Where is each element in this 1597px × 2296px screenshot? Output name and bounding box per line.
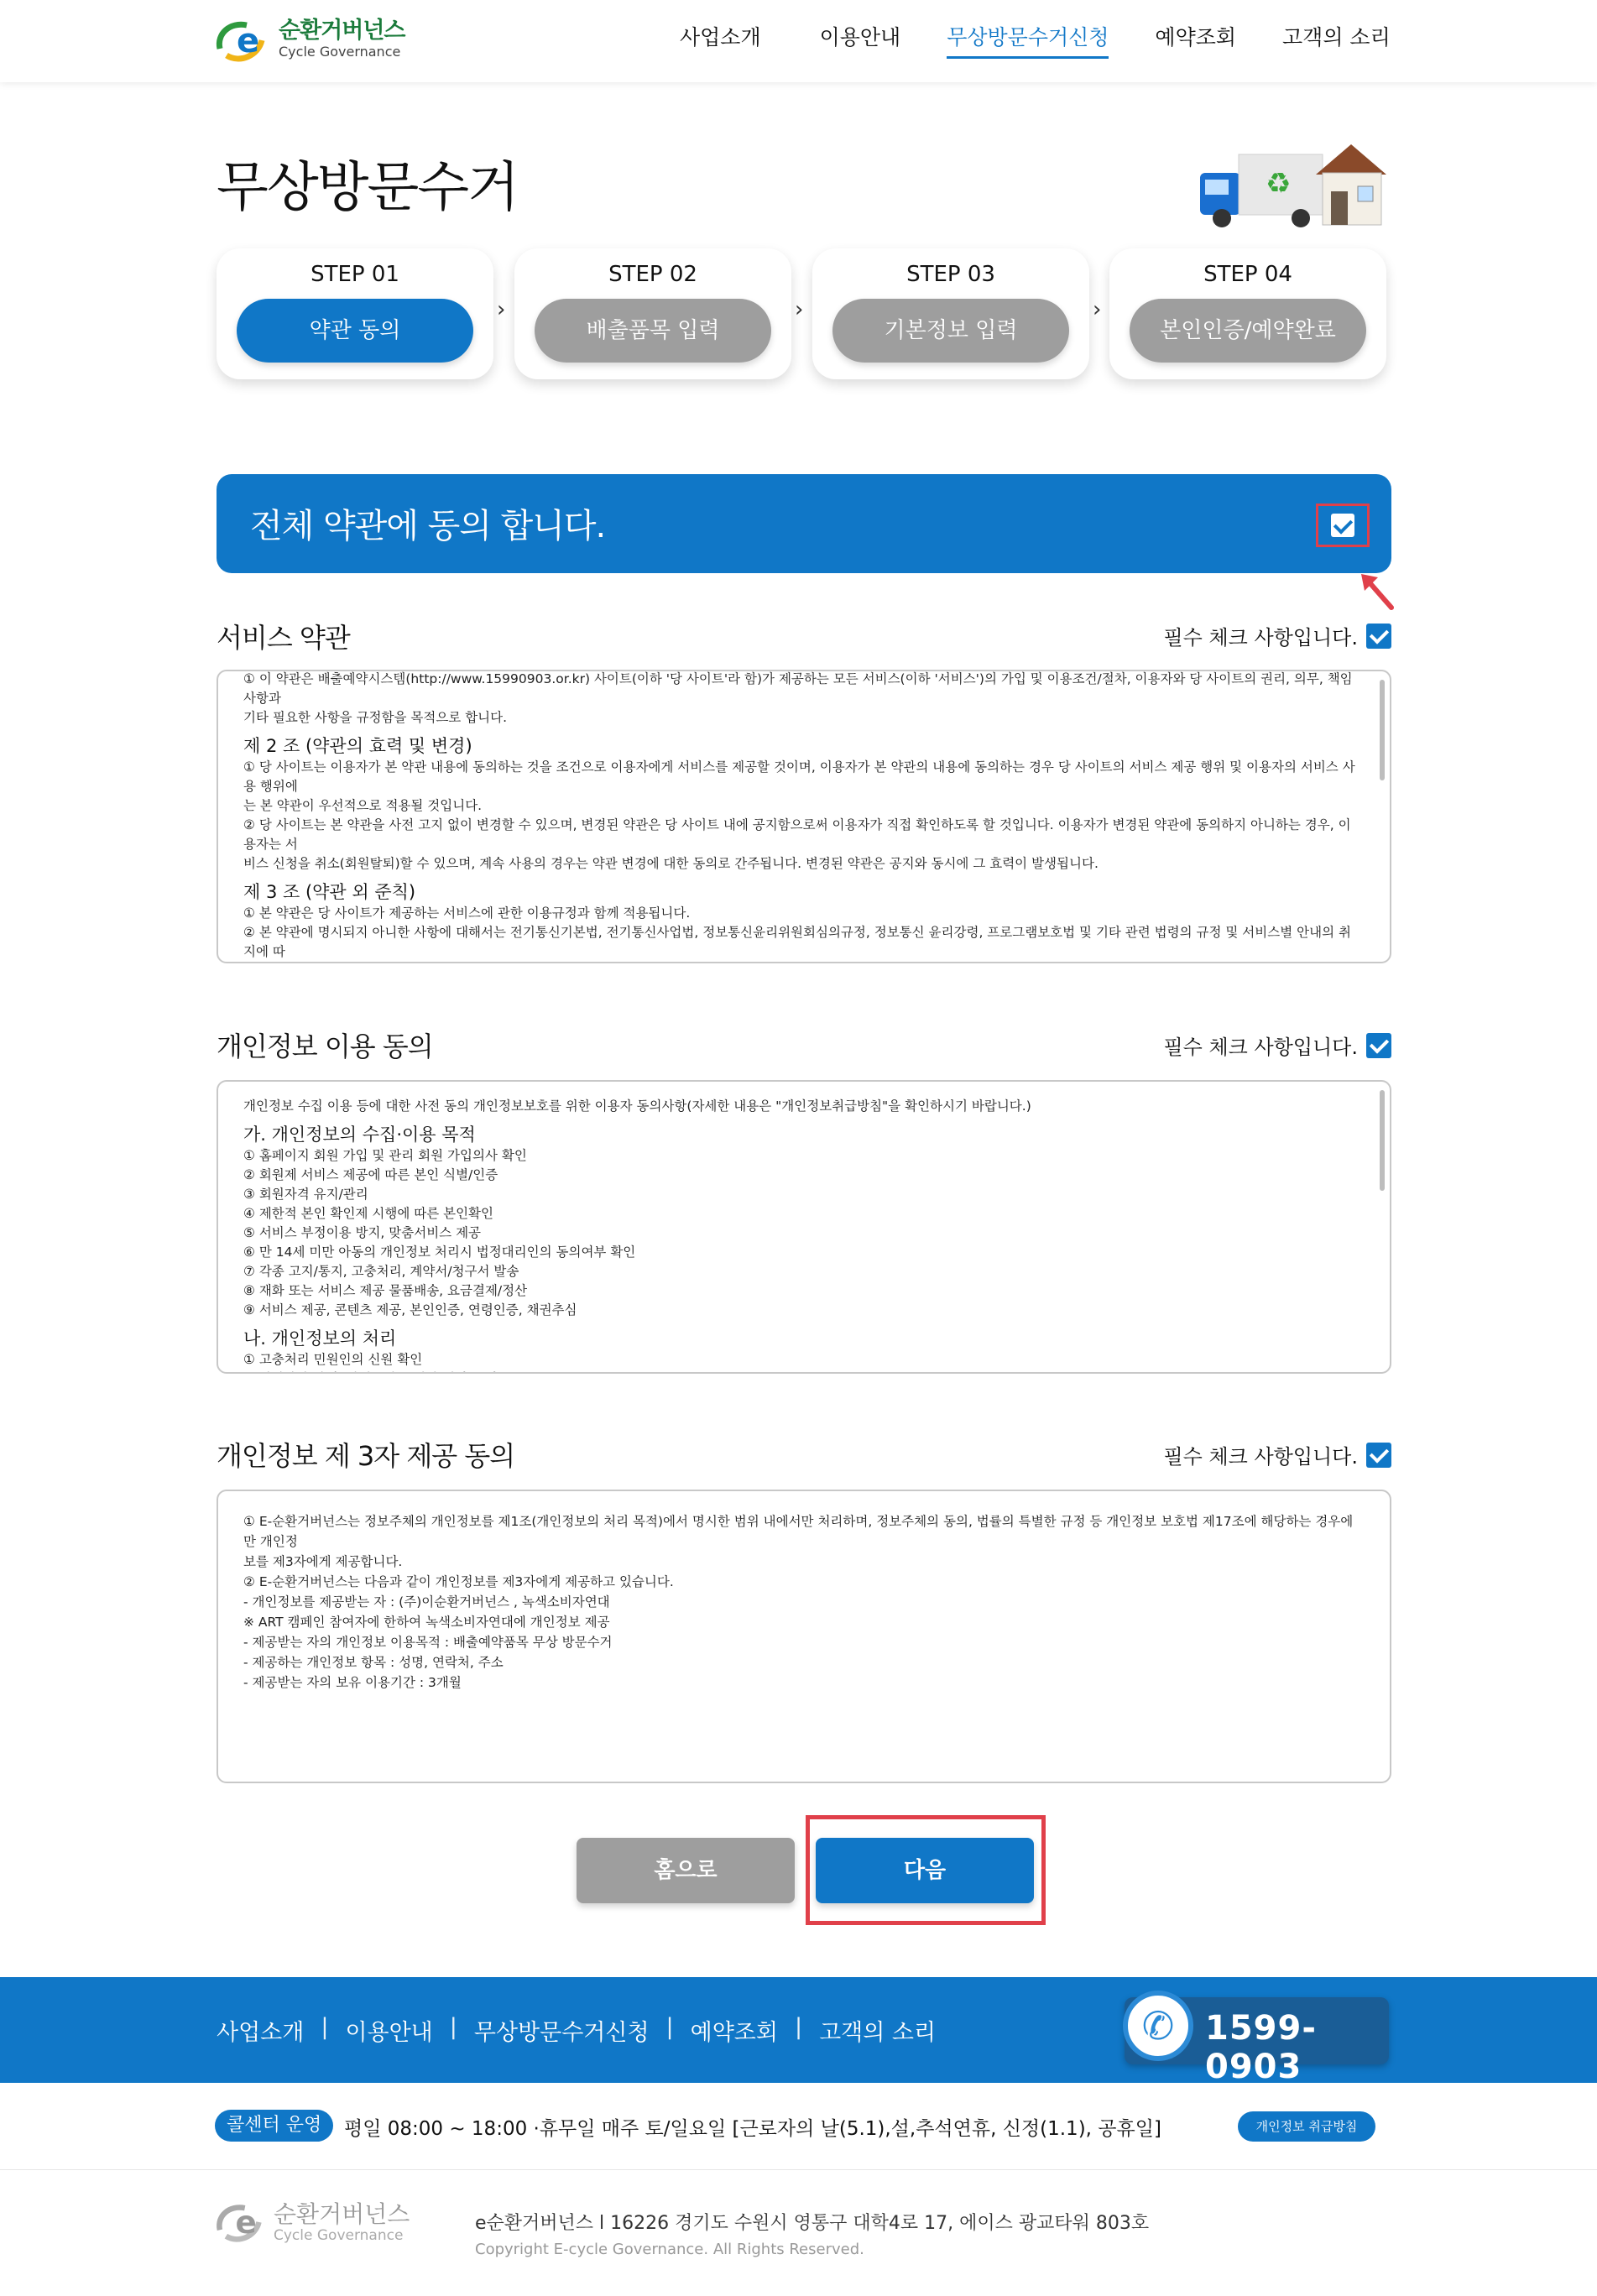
step-label-basic-info: 기본정보 입력 <box>832 299 1069 363</box>
footer-logo-english: Cycle Governance <box>274 2227 404 2244</box>
next-button[interactable]: 다음 <box>816 1838 1034 1903</box>
main-nav <box>680 23 1391 59</box>
agree-all-banner[interactable] <box>217 474 1391 573</box>
terms-heading: 제 2 조 (약관의 효력 및 변경) <box>243 736 472 756</box>
agree-all-label: 전체 약관에 동의 합니다. <box>250 507 606 545</box>
terms-heading: 가. 개인정보의 수집·이용 목적 <box>243 1125 476 1145</box>
footer-nav-separator: | <box>449 2014 457 2040</box>
terms-paragraph: - 개인정보를 제공받는 자 : (주)이순환거버넌스 , 녹색소비자연대 <box>243 1594 610 1610</box>
required-check-privacy-use[interactable] <box>1163 1031 1391 1060</box>
next-button-highlight <box>806 1815 1046 1925</box>
site-logo[interactable] <box>215 15 405 64</box>
terms-paragraph: - 제공받는 자의 개인정보 이용목적 : 배출예약품목 무상 방문수거 <box>243 1635 613 1650</box>
terms-paragraph: ④ 제한적 본인 확인제 시행에 따른 본인확인 <box>243 1206 493 1221</box>
scrollbar[interactable] <box>1380 680 1385 780</box>
privacy-policy-button[interactable]: 개인정보 취급방침 <box>1238 2111 1375 2142</box>
phone-number: 1599-0903 <box>1205 2009 1317 2086</box>
terms-paragraph: ② 당 사이트는 본 약관을 사전 고지 없이 변경할 수 있으며, 변경된 약관은 당 사이트 내에 공지함으로써 이용자가 직접 확인하도록 할 것입니다. 이용자가 변경된 약관에 동의하지 아니하는 경우, 이용자는 서 <box>243 817 1351 852</box>
step-label-items-input: 배출품목 입력 <box>535 299 771 363</box>
section-title-privacy-use: 개인정보 이용 동의 <box>217 1031 433 1062</box>
logo-korean-text: 순환거버넌스 <box>279 18 405 44</box>
terms-paragraph: ※ ART 캠페인 참여자에 한하여 녹색소비자연대에 개인정보 제공 <box>243 1615 610 1630</box>
step-number: STEP 03 <box>906 262 995 287</box>
terms-paragraph: 보를 제3자에게 제공합니다. <box>243 1554 403 1569</box>
service-terms-checkbox[interactable] <box>1366 624 1391 649</box>
terms-paragraph: ① 당 사이트는 이용자가 본 약관 내용에 동의하는 것을 조건으로 이용자에게 서비스를 제공할 것이며, 이용자가 본 약관의 내용에 동의하는 경우 당 사이트의 서비스 제공 행위 및 이용자의 서비스 사용 행위에 <box>243 759 1355 794</box>
hours-label-badge: 콜센터 운영 <box>215 2110 333 2142</box>
nav-usage-guide[interactable]: 이용안내 <box>819 25 901 50</box>
step-number: STEP 02 <box>608 262 697 287</box>
section-title-third-party: 개인정보 제 3자 제공 동의 <box>217 1440 515 1472</box>
footer-logo <box>215 2199 410 2247</box>
required-label: 필수 체크 사항입니다. <box>1163 1036 1358 1059</box>
footer-nav-customer-voice[interactable]: 고객의 소리 <box>819 2020 937 2046</box>
copyright: Copyright E-cycle Governance. All Rights Reserved. <box>475 2241 864 2258</box>
section-title-service-terms: 서비스 약관 <box>217 622 350 654</box>
terms-paragraph: ① 본 약관은 당 사이트가 제공하는 서비스에 관한 이용규정과 함께 적용됩니다. <box>243 905 691 921</box>
footer-nav-separator: | <box>794 2014 803 2040</box>
hours-text: 평일 08:00 ~ 18:00 ·휴무일 매주 토/일요일 [근로자의 날(5.1),설,추석연휴, 신정(1.1), 공휴일] <box>344 2118 1161 2140</box>
checkmark-icon <box>1331 514 1354 537</box>
required-label: 필수 체크 사항입니다. <box>1163 1445 1358 1469</box>
footer-nav-usage-guide[interactable]: 이용안내 <box>345 2020 433 2046</box>
svg-text:♻: ♻ <box>1266 167 1292 201</box>
footer-nav-separator: | <box>665 2014 674 2040</box>
terms-paragraph: 는 본 약관이 우선적으로 적용될 것입니다. <box>243 798 483 813</box>
callcenter-phone[interactable] <box>1125 1997 1389 2086</box>
phone-icon: ✆ <box>1123 1991 1193 2061</box>
footer-nav-free-pickup[interactable]: 무상방문수거신청 <box>473 2020 650 2046</box>
step-card-3 <box>812 248 1089 379</box>
third-party-checkbox[interactable] <box>1366 1443 1391 1468</box>
required-label: 필수 체크 사항입니다. <box>1163 626 1358 650</box>
terms-paragraph: ⑥ 만 14세 미만 아동의 개인정보 처리시 법정대리인의 동의여부 확인 <box>243 1245 636 1260</box>
footer-logo-korean: 순환거버넌스 <box>274 2200 410 2228</box>
terms-paragraph: 비스 신청을 취소(회원탈퇴)할 수 있으며, 계속 사용의 경우는 약관 변경에 대한 동의로 간주됩니다. 변경된 약관은 공지와 동시에 그 효력이 발생됩니다. <box>243 856 1099 871</box>
chevron-right-icon: › <box>795 297 804 322</box>
terms-paragraph: 기타 필요한 사항을 규정함을 목적으로 합니다. <box>243 710 508 725</box>
footer-nav-separator: | <box>321 2014 329 2040</box>
terms-paragraph: ① 고충처리 민원인의 신원 확인 <box>243 1352 423 1367</box>
terms-paragraph: - 제공받는 자의 보유 이용기간 : 3개월 <box>243 1675 462 1690</box>
terms-paragraph: 개인정보 수집 이용 등에 대한 사전 동의 개인정보보호를 위한 이용자 동의사항(자세한 내용은 "개인정보취급방침"을 확인하시기 바랍니다.) <box>243 1098 1031 1114</box>
footer-logo-mark-icon <box>215 2199 269 2247</box>
step-card-1 <box>217 248 493 379</box>
step-number: STEP 04 <box>1203 262 1292 287</box>
step-card-4 <box>1109 248 1386 379</box>
terms-paragraph: ⑨ 서비스 제공, 콘텐츠 제공, 본인인증, 연령인증, 채권추심 <box>243 1302 577 1318</box>
footer-nav-reservation-lookup[interactable]: 예약조회 <box>690 2020 778 2046</box>
step-progress <box>217 248 1386 379</box>
privacy-use-textarea[interactable] <box>217 1080 1391 1374</box>
terms-paragraph: ① 홈페이지 회원 가입 및 관리 회원 가입의사 확인 <box>243 1148 527 1163</box>
required-check-third-party[interactable] <box>1163 1440 1391 1469</box>
chevron-right-icon: › <box>1093 297 1102 322</box>
required-check-service-terms[interactable] <box>1163 621 1391 650</box>
footer-bar <box>0 1977 1597 2086</box>
step-label-terms-agreement: 약관 동의 <box>237 299 473 363</box>
terms-paragraph: ② 본 약관에 명시되지 아니한 사항에 대해서는 전기통신기본법, 전기통신사업법, 정보통신윤리위원회심의규정, 정보통신 윤리강령, 프로그램보호법 및 기타 관련 법령의 규정 및 서비스별 안내의 취지에 따 <box>243 925 1351 959</box>
terms-paragraph: ⑦ 각종 고지/통지, 고충처리, 계약서/청구서 발송 <box>243 1264 519 1279</box>
footer-nav-business-intro[interactable]: 사업소개 <box>217 2020 305 2046</box>
logo-mark-icon <box>215 15 272 64</box>
terms-paragraph: ⑧ 재화 또는 서비스 제공 물품배송, 요금결제/정산 <box>243 1283 528 1298</box>
company-address: e순환거버넌스 l 16226 경기도 수원시 영통구 대학4로 17, 에이스 광교타워 803호 <box>475 2213 1150 2234</box>
terms-heading: 제 3 조 (약관 외 준칙) <box>243 882 416 902</box>
chevron-right-icon: › <box>497 297 506 322</box>
scrollbar[interactable] <box>1380 1090 1385 1191</box>
terms-paragraph: ① E-순환거버넌스는 정보주체의 개인정보를 제1조(개인정보의 처리 목적)에서 명시한 범위 내에서만 처리하며, 정보주체의 동의, 법률의 특별한 규정 등 개인정보 보호법 제17조에 해당하는 경우에만 개인정 <box>243 1514 1354 1549</box>
home-button[interactable]: 홈으로 <box>577 1838 795 1903</box>
terms-paragraph: - 제공하는 개인정보 항목 : 성명, 연락처, 주소 <box>243 1655 504 1670</box>
step-label-verification: 본인인증/예약완료 <box>1130 299 1366 363</box>
nav-free-pickup-request[interactable]: 무상방문수거신청 <box>947 23 1109 59</box>
step-number: STEP 01 <box>311 262 399 287</box>
nav-reservation-lookup[interactable]: 예약조회 <box>1155 25 1237 50</box>
terms-paragraph: ⑤ 서비스 부정이용 방지, 맞춤서비스 제공 <box>243 1225 482 1240</box>
site-header <box>0 0 1597 82</box>
nav-customer-voice[interactable]: 고객의 소리 <box>1282 25 1391 50</box>
terms-paragraph: ③ 회원자격 유지/관리 <box>243 1187 368 1202</box>
page-title: 무상방문수거 <box>217 157 518 219</box>
terms-paragraph: ① 이 약관은 배출예약시스템(http://www.15990903.or.kr) 사이트(이하 '당 사이트'라 함)가 제공하는 모든 서비스(이하 '서비스')의 가입 및 이용조건/절차, 이용자와 당 사이트의 권리, 의무, 책임사항과 <box>243 671 1353 706</box>
step-card-2 <box>514 248 791 379</box>
logo-english-text: Cycle Governance <box>279 44 401 60</box>
service-terms-textarea[interactable] <box>217 670 1391 963</box>
callcenter-hours <box>0 2083 1597 2170</box>
terms-paragraph <box>243 1370 1360 1374</box>
terms-heading: 나. 개인정보의 처리 <box>243 1328 397 1349</box>
nav-business-intro[interactable]: 사업소개 <box>680 25 761 50</box>
pointer-arrow-icon <box>1358 571 1400 613</box>
footer-nav <box>217 2014 936 2047</box>
terms-paragraph: ② E-순환거버넌스는 다음과 같이 개인정보를 제3자에게 제공하고 있습니다. <box>243 1574 674 1589</box>
svg-text:e: e <box>235 2203 257 2241</box>
agree-all-checkbox[interactable] <box>1316 504 1370 547</box>
privacy-use-checkbox[interactable] <box>1366 1033 1391 1058</box>
terms-paragraph <box>243 962 1360 963</box>
terms-paragraph: ② 회원제 서비스 제공에 따른 본인 식별/인증 <box>243 1167 498 1182</box>
svg-text:e: e <box>237 22 260 60</box>
third-party-textarea[interactable] <box>217 1490 1391 1783</box>
truck-house-illustration-icon <box>1198 139 1388 232</box>
